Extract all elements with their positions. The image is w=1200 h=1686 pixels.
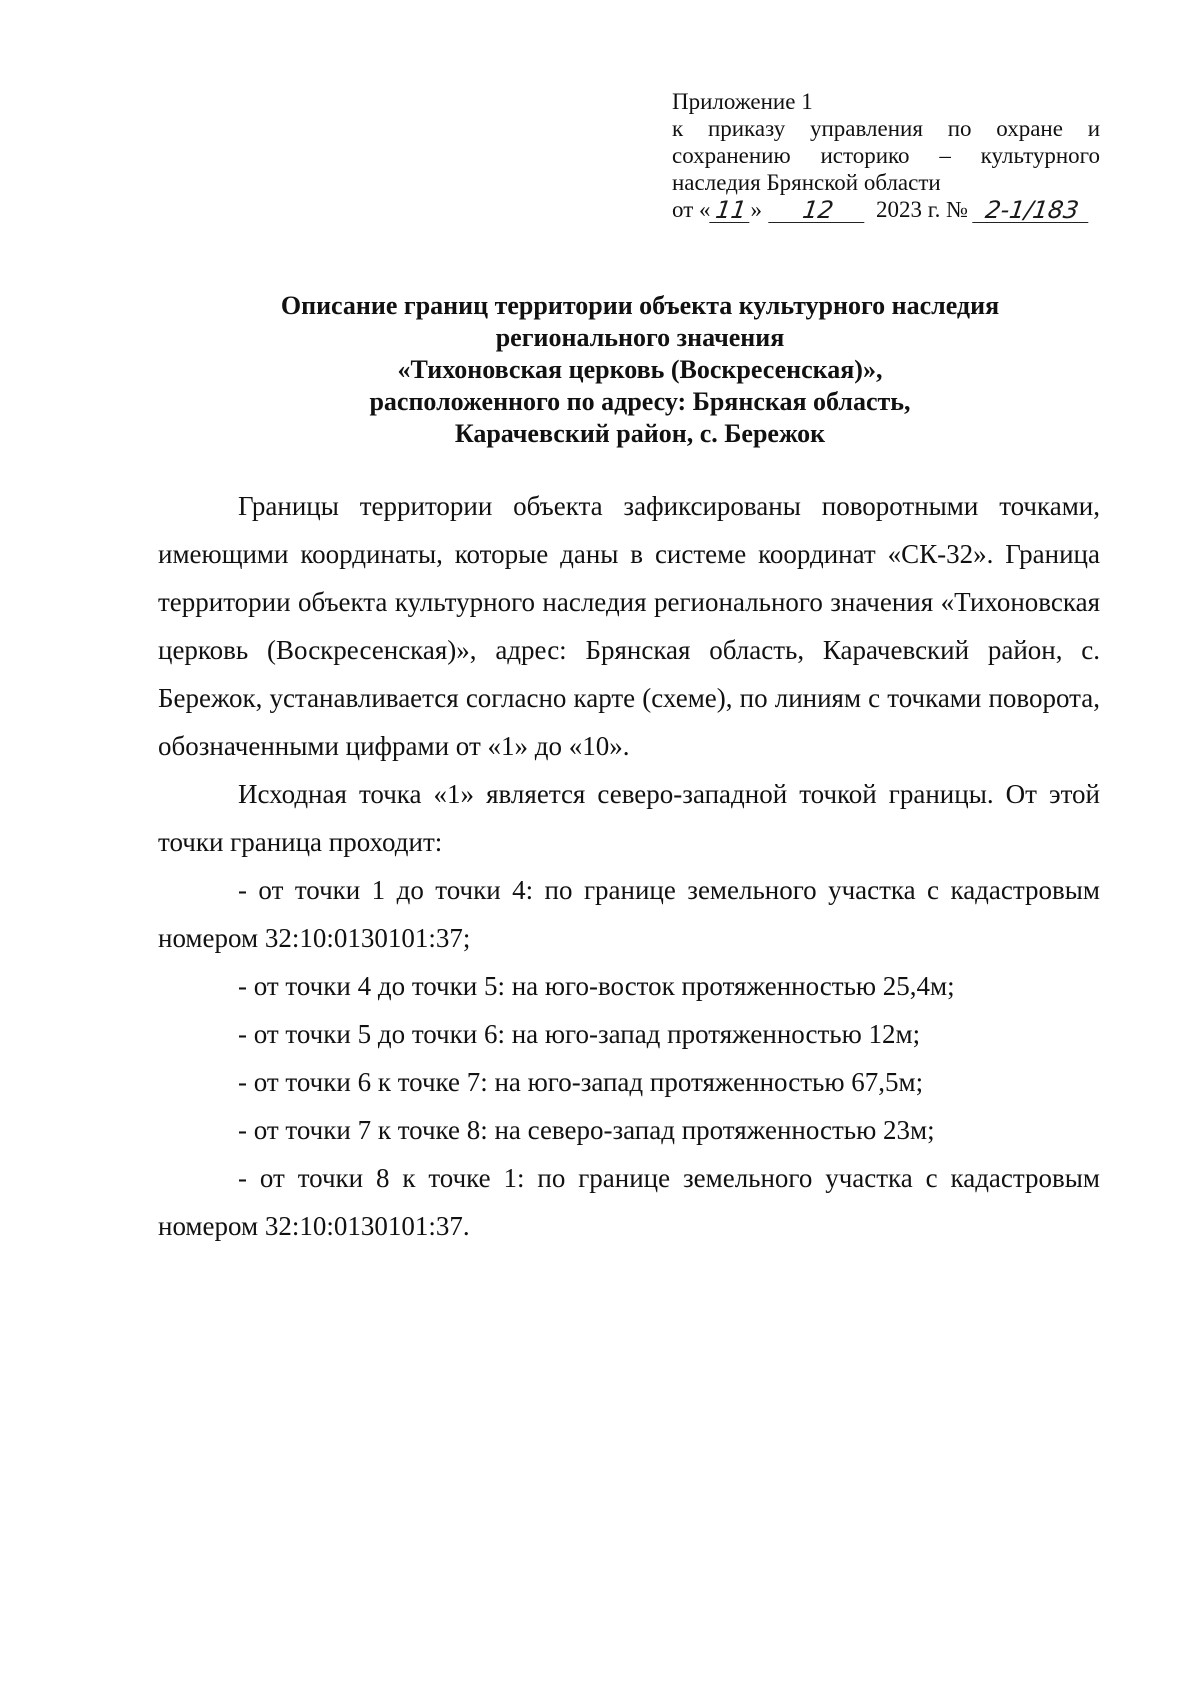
title-line-5: Карачевский район, с. Бережок: [454, 419, 826, 448]
paragraph-segment-6-7: - от точки 6 к точке 7: на юго-запад протяженностью 67,5м;: [238, 1067, 924, 1097]
paragraph-start-point: Исходная точка «1» является северо-западной точкой границы. От этой точки граница проходит:: [158, 779, 1100, 857]
title-line-3: «Тихоновская церковь (Воскресенская)»,: [397, 355, 883, 384]
paragraph-segment-1-4: - от точки 1 до точки 4: по границе земельного участка с кадастровым номером 32:10:0130101:37;: [158, 875, 1100, 953]
paragraph-segment-5-6: - от точки 5 до точки 6: на юго-запад протяженностью 12м;: [238, 1019, 921, 1049]
annex-title: Приложение 1: [672, 89, 813, 114]
annex-line-1: к приказу управления по охране и: [672, 116, 1100, 141]
paragraph-segment-8-1: - от точки 8 к точке 1: по границе земельного участка с кадастровым номером 32:10:0130101:37.: [158, 1163, 1100, 1241]
date-prefix: от «: [672, 197, 711, 222]
date-year-text: 2023 г. №: [876, 197, 969, 222]
handwritten-month: 12: [768, 198, 868, 223]
document-body: [158, 482, 1100, 1250]
paragraph-boundaries: Границы территории объекта зафиксированы поворотными точками, имеющими координаты, которые даны в системе координат «СК-32». Граница территории объекта культурного наследия регионального значения «Тихоновская церковь (Воскресенская)», адрес: Брянская область, Карачевский район, с. Бережок, устанавливается согласно карте (схеме), по линиям с точками поворота, обозначенными цифрами от «1» до «10».: [158, 491, 1100, 761]
handwritten-order-number: 2-1/183: [972, 198, 1092, 223]
annex-block: [672, 88, 1100, 223]
annex-line-2: сохранению историко – культурного: [672, 143, 1100, 168]
handwritten-day: 11: [709, 198, 753, 223]
title-line-2: регионального значения: [495, 323, 785, 352]
annex-line-3: наследия Брянской области: [672, 170, 941, 195]
paragraph-segment-7-8: - от точки 7 к точке 8: на северо-запад протяженностью 23м;: [238, 1115, 935, 1145]
title-line-4: расположенного по адресу: Брянская область,: [369, 387, 911, 416]
date-day-close: »: [750, 197, 762, 222]
document-title: [200, 290, 1080, 450]
annex-date-line: [672, 196, 1100, 223]
title-line-1: Описание границ территории объекта культурного наследия: [280, 291, 1000, 320]
paragraph-segment-4-5: - от точки 4 до точки 5: на юго-восток протяженностью 25,4м;: [238, 971, 955, 1001]
